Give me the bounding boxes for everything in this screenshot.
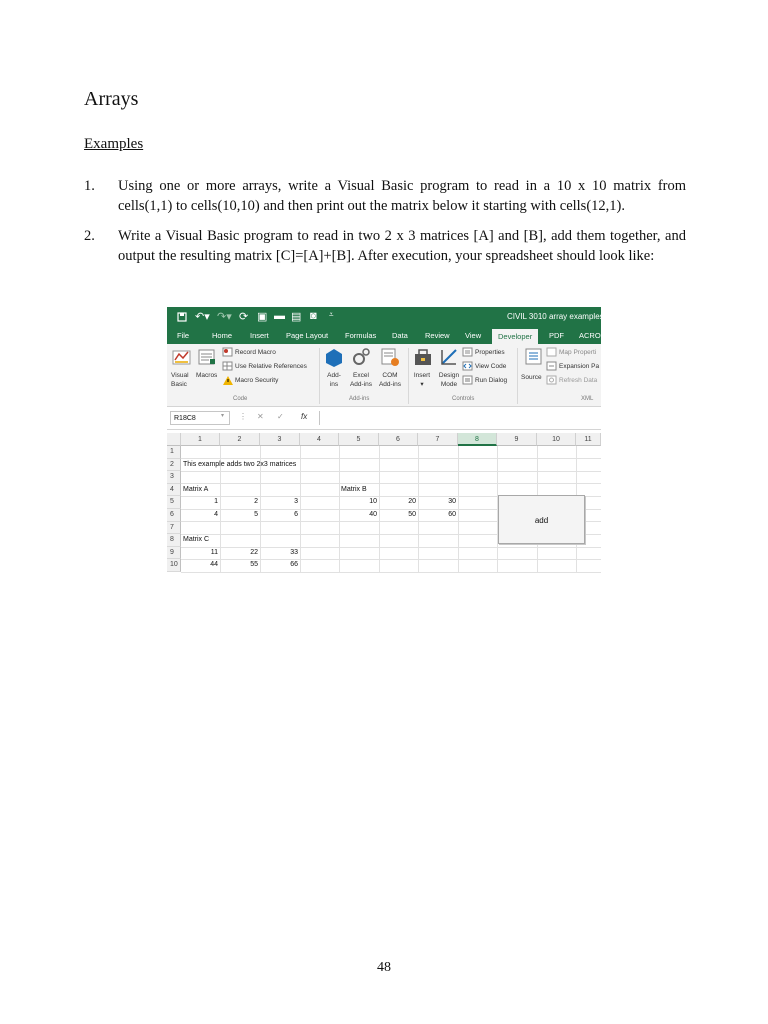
excel-add-ins-label: Excel xyxy=(353,372,369,379)
add-ins-label: Add- xyxy=(327,372,341,379)
cell[interactable]: 4 xyxy=(214,511,218,518)
examples-subheading: Examples xyxy=(84,136,144,152)
add-ins-label-2: ins xyxy=(329,381,339,388)
cell-matrix-b-label[interactable]: Matrix B xyxy=(341,485,367,493)
insert-label: Insert xyxy=(413,372,431,379)
ribbon xyxy=(167,344,601,407)
sync-icon[interactable]: ⟳ xyxy=(239,311,249,323)
tab-view[interactable]: View xyxy=(465,331,482,340)
row-header[interactable]: 5 xyxy=(167,496,181,509)
com-addins-icon xyxy=(380,347,400,367)
ribbon-separator xyxy=(408,348,409,404)
properties-icon xyxy=(463,348,473,357)
cancel-icon[interactable]: ✕ xyxy=(257,412,264,421)
column-header[interactable]: 7 xyxy=(418,433,458,446)
cell[interactable]: 22 xyxy=(250,548,258,556)
cell[interactable]: 55 xyxy=(250,561,258,569)
warning-icon xyxy=(223,376,233,385)
visual-basic-label: Visual xyxy=(171,372,189,379)
excel-add-ins-button[interactable] xyxy=(347,371,375,389)
design-mode-label-2: Mode xyxy=(440,381,458,388)
add-button[interactable]: add xyxy=(498,495,585,544)
column-header[interactable]: 4 xyxy=(300,433,339,446)
column-header-selected[interactable]: 8 xyxy=(458,433,497,446)
properties-button[interactable]: Properties xyxy=(475,349,505,356)
column-header[interactable]: 11 xyxy=(576,433,601,446)
list-item-number: 1. xyxy=(84,178,95,194)
row-header[interactable]: 1 xyxy=(167,446,181,459)
gear-icon xyxy=(351,347,371,367)
add-ins-group-label: Add-ins xyxy=(349,396,370,402)
row-header[interactable]: 7 xyxy=(167,522,181,535)
redo-icon[interactable]: ↷▾ xyxy=(217,311,232,323)
cell[interactable]: 40 xyxy=(369,511,377,518)
design-mode-icon xyxy=(439,347,459,367)
row-header[interactable]: 8 xyxy=(167,534,181,547)
visual-basic-icon xyxy=(172,348,192,366)
run-dialog-button[interactable]: Run Dialog xyxy=(475,377,508,384)
cell[interactable]: 60 xyxy=(448,511,456,518)
refresh-data-button[interactable]: Refresh Data xyxy=(559,377,598,384)
chevron-down-icon[interactable]: ▾ xyxy=(221,413,225,419)
tab-pdf[interactable]: PDF xyxy=(549,331,564,340)
tab-home[interactable]: Home xyxy=(212,331,233,340)
cell[interactable]: 20 xyxy=(408,498,416,506)
undo-icon[interactable]: ↶▾ xyxy=(195,311,210,323)
code-group-label: Code xyxy=(233,396,248,402)
tab-data[interactable]: Data xyxy=(392,331,408,340)
use-relative-references-button[interactable]: Use Relative References xyxy=(235,363,307,370)
folder-icon[interactable]: ▬ xyxy=(274,310,285,322)
com-add-ins-label: COM xyxy=(382,372,398,379)
name-box[interactable]: R18C8 xyxy=(170,411,230,425)
cell-matrix-c-label[interactable]: Matrix C xyxy=(183,536,210,544)
design-mode-button[interactable] xyxy=(435,371,463,389)
formula-bar xyxy=(167,407,601,430)
cell[interactable]: 33 xyxy=(290,548,298,556)
formula-input[interactable] xyxy=(319,411,602,425)
refresh-icon xyxy=(547,376,557,385)
insert-function-icon[interactable]: fx xyxy=(301,412,308,421)
list-item xyxy=(84,226,686,266)
ribbon-tabs xyxy=(167,329,606,344)
more-icon: ⋮ xyxy=(239,412,247,421)
tab-developer[interactable]: Developer xyxy=(492,329,538,344)
list-item-number: 2. xyxy=(84,228,95,244)
xml-group-label: XML xyxy=(581,396,594,402)
cell[interactable]: 2 xyxy=(254,498,258,506)
column-header[interactable]: 3 xyxy=(260,433,300,446)
column-header[interactable]: 1 xyxy=(181,433,220,446)
page-heading: Arrays xyxy=(84,88,139,110)
excel-add-ins-label-2: Add-ins xyxy=(349,381,373,388)
chevron-down-icon: ▾ xyxy=(420,381,424,388)
camera-icon[interactable]: ◙ xyxy=(310,310,317,322)
view-code-icon xyxy=(463,362,473,371)
tab-insert[interactable]: Insert xyxy=(250,331,269,340)
list-item-text: Write a Visual Basic program to read in two 2 x 3 matrices [A] and [B], add them together, and output the resulting matrix [C]=[A]+[B]. After execution, your spreadsheet should look like: xyxy=(118,228,686,264)
visual-basic-label-2: Basic xyxy=(171,381,187,388)
cell[interactable]: 44 xyxy=(210,561,218,569)
column-header[interactable]: 2 xyxy=(220,433,260,446)
column-header[interactable]: 6 xyxy=(379,433,418,446)
select-all-corner[interactable] xyxy=(167,433,181,446)
relative-references-icon xyxy=(223,362,233,371)
map-properties-button[interactable]: Map Properti xyxy=(559,349,597,356)
row-header[interactable]: 9 xyxy=(167,547,181,560)
column-header[interactable]: 10 xyxy=(537,433,576,446)
cell-matrix-a-label[interactable]: Matrix A xyxy=(183,485,209,493)
tab-review[interactable]: Review xyxy=(425,331,450,340)
page-number: 48 xyxy=(377,960,391,975)
row-header[interactable]: 10 xyxy=(167,559,181,572)
row-header[interactable]: 6 xyxy=(167,509,181,522)
tab-acrobat[interactable]: ACROB xyxy=(579,331,606,340)
expansion-packs-icon xyxy=(547,362,557,371)
row-header[interactable]: 4 xyxy=(167,484,181,497)
macros-button[interactable]: Macros xyxy=(196,372,218,379)
cell[interactable]: 3 xyxy=(294,498,298,506)
cell[interactable]: 50 xyxy=(408,511,416,518)
list-item-text: Using one or more arrays, write a Visual Basic program to read in a 10 x 10 matrix from cells(1,1) to cells(10,10) and then print out the matrix below it starting with cells(12,1). xyxy=(118,178,686,214)
cell[interactable]: 1 xyxy=(214,498,218,506)
tab-formulas[interactable]: Formulas xyxy=(345,331,377,340)
cell[interactable]: 66 xyxy=(290,561,298,569)
print-preview-icon[interactable]: ▣ xyxy=(257,311,268,323)
com-add-ins-label-2: Add-ins xyxy=(378,381,402,388)
store-icon xyxy=(324,348,344,368)
run-dialog-icon xyxy=(463,376,473,385)
view-code-button[interactable]: View Code xyxy=(475,363,507,370)
row-header[interactable]: 2 xyxy=(167,459,181,472)
source-button[interactable]: Source xyxy=(521,374,542,381)
com-add-ins-button[interactable] xyxy=(375,371,405,389)
toolbox-icon xyxy=(413,347,433,367)
controls-group-label: Controls xyxy=(452,396,475,402)
ribbon-separator xyxy=(517,348,518,404)
document-title: CIVIL 3010 array examples - E xyxy=(507,312,617,321)
excel-title-bar xyxy=(167,307,617,329)
tab-page-layout[interactable]: Page Layout xyxy=(286,331,329,340)
cell[interactable]: 6 xyxy=(294,511,298,518)
customize-icon[interactable]: ⩡ xyxy=(329,310,334,319)
excel-screenshot xyxy=(167,307,617,573)
row-header[interactable]: 3 xyxy=(167,471,181,484)
cell[interactable]: 30 xyxy=(448,498,456,506)
tab-file[interactable]: File xyxy=(177,331,190,340)
save-icon[interactable] xyxy=(177,312,187,322)
source-icon xyxy=(525,348,543,366)
design-mode-label: Design xyxy=(438,372,460,379)
cell[interactable]: 10 xyxy=(369,498,377,506)
macros-icon xyxy=(197,348,217,366)
column-header[interactable]: 5 xyxy=(339,433,379,446)
add-ins-button[interactable] xyxy=(323,371,345,389)
list-item xyxy=(84,176,686,216)
record-macro-button[interactable]: Record Macro xyxy=(235,349,276,356)
print-icon[interactable]: ▤ xyxy=(291,311,302,323)
enter-icon[interactable]: ✓ xyxy=(277,412,284,421)
ribbon-separator xyxy=(319,348,320,404)
column-header[interactable]: 9 xyxy=(497,433,537,446)
map-properties-icon xyxy=(547,348,557,357)
expansion-packs-button[interactable]: Expansion Pa xyxy=(559,363,600,370)
macro-security-button[interactable]: Macro Security xyxy=(235,377,279,384)
cell-description[interactable]: This example adds two 2x3 matrices xyxy=(183,460,297,468)
record-macro-icon xyxy=(223,348,233,357)
insert-controls-button[interactable] xyxy=(410,371,434,389)
cell[interactable]: 5 xyxy=(254,511,258,518)
visual-basic-button[interactable] xyxy=(171,371,189,389)
cell[interactable]: 11 xyxy=(210,548,218,556)
